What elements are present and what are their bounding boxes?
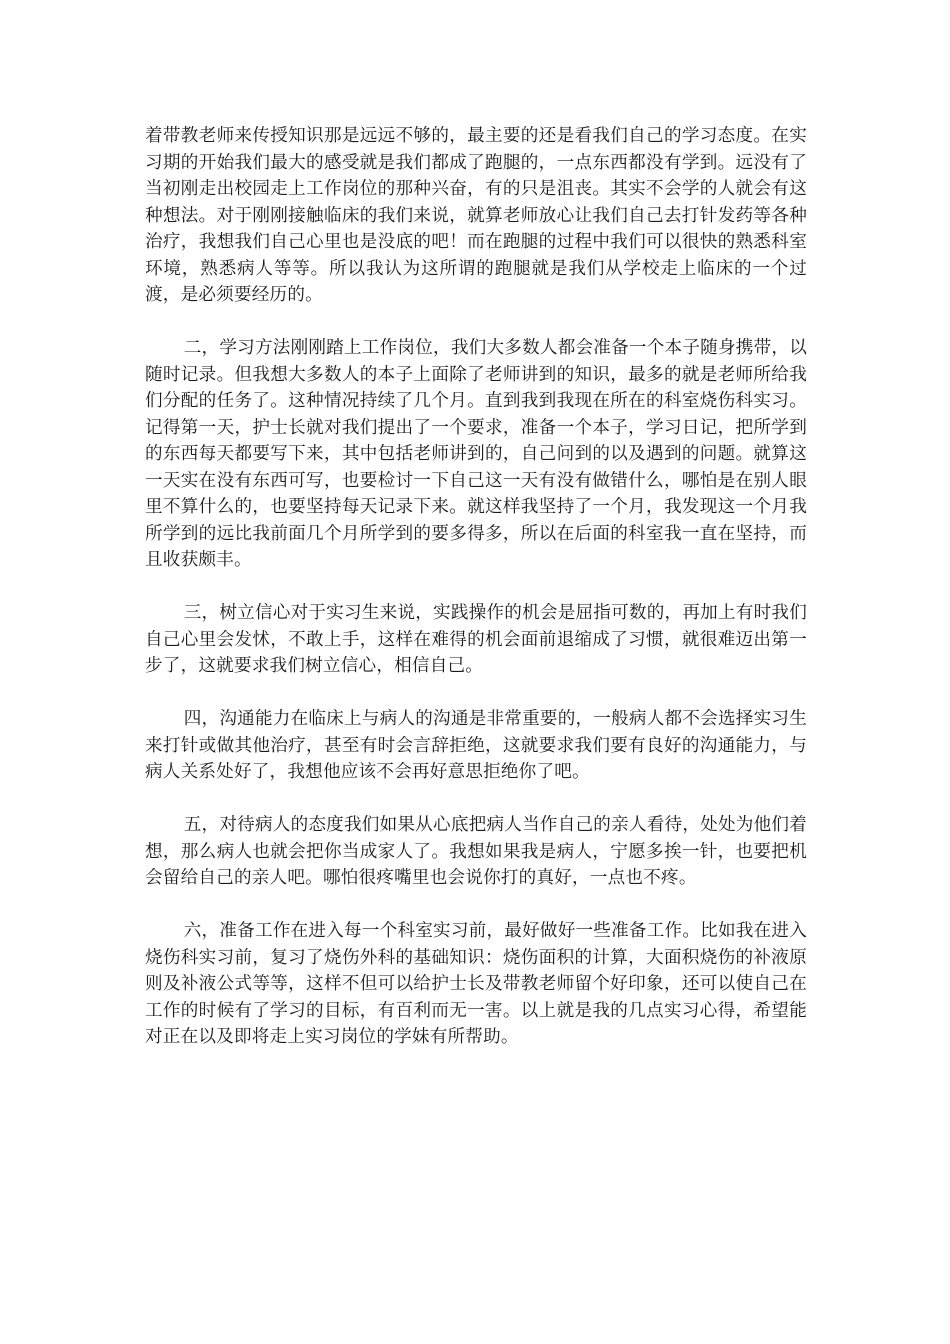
document-page — [145, 123, 807, 1077]
paragraph-learning-method: 二，学习方法刚刚踏上工作岗位，我们大多数人都会准备一个本子随身携带，以随时记录。但我想大多数人的本子上面除了老师讲到的知识，最多的就是老师所给我们分配的任务了。这种情况持续了几个月。直到我到我现在所在的科室烧伤科实习。记得第一天，护士长就对我们提出了一个要求，准备一个本子，学习日记，把所学到的东西每天都要写下来，其中包括老师讲到的，自己问到的以及遇到的问题。就算这一天实在没有东西可写，也要检讨一下自己这一天有没有做错什么，哪怕是在别人眼里不算什么的，也要坚持每天记录下来。就这样我坚持了一个月，我发现这一个月我所学到的远比我前面几个月所学到的要多得多，所以在后面的科室我一直在坚持，而且收获颇丰。 — [145, 338, 807, 570]
paragraph-intro: 着带教老师来传授知识那是远远不够的，最主要的还是看我们自己的学习态度。在实习期的开始我们最大的感受就是我们都成了跑腿的，一点东西都没有学到。远没有了当初刚走出校园走上工作岗位的那种兴奋，有的只是沮丧。其实不会学的人就会有这种想法。对于刚刚接触临床的我们来说，就算老师放心让我们自己去打针发药等各种治疗，我想我们自己心里也是没底的吧！而在跑腿的过程中我们可以很快的熟悉科室环境，熟悉病人等等。所以我认为这所谓的跑腿就是我们从学校走上临床的一个过渡，是必须要经历的。 — [145, 126, 807, 305]
paragraph-preparation: 六，准备工作在进入每一个科室实习前，最好做好一些准备工作。比如我在进入烧伤科实习前，复习了烧伤外科的基础知识：烧伤面积的计算，大面积烧伤的补液原则及补液公式等等，这样不但可以给护士长及带教老师留个好印象，还可以使自己在工作的时候有了学习的目标，有百利而无一害。以上就是我的几点实习心得，希望能对正在以及即将走上实习岗位的学妹有所帮助。 — [145, 921, 807, 1047]
paragraph-attitude: 五，对待病人的态度我们如果从心底把病人当作自己的亲人看待，处处为他们着想，那么病人也就会把你当成家人了。我想如果我是病人，宁愿多挨一针，也要把机会留给自己的亲人吧。哪怕很疼嘴里也会说你打的真好，一点也不疼。 — [145, 815, 807, 888]
paragraph-confidence: 三，树立信心对于实习生来说，实践操作的机会是屈指可数的，再加上有时我们自己心里会发怵，不敢上手，这样在难得的机会面前退缩成了习惯，就很难迈出第一步了，这就要求我们树立信心，相信自己。 — [145, 603, 807, 676]
paragraph-communication: 四，沟通能力在临床上与病人的沟通是非常重要的，一般病人都不会选择实习生来打针或做其他治疗，甚至有时会言辞拒绝，这就要求我们要有良好的沟通能力，与病人关系处好了，我想他应该不会再好意思拒绝你了吧。 — [145, 709, 807, 782]
